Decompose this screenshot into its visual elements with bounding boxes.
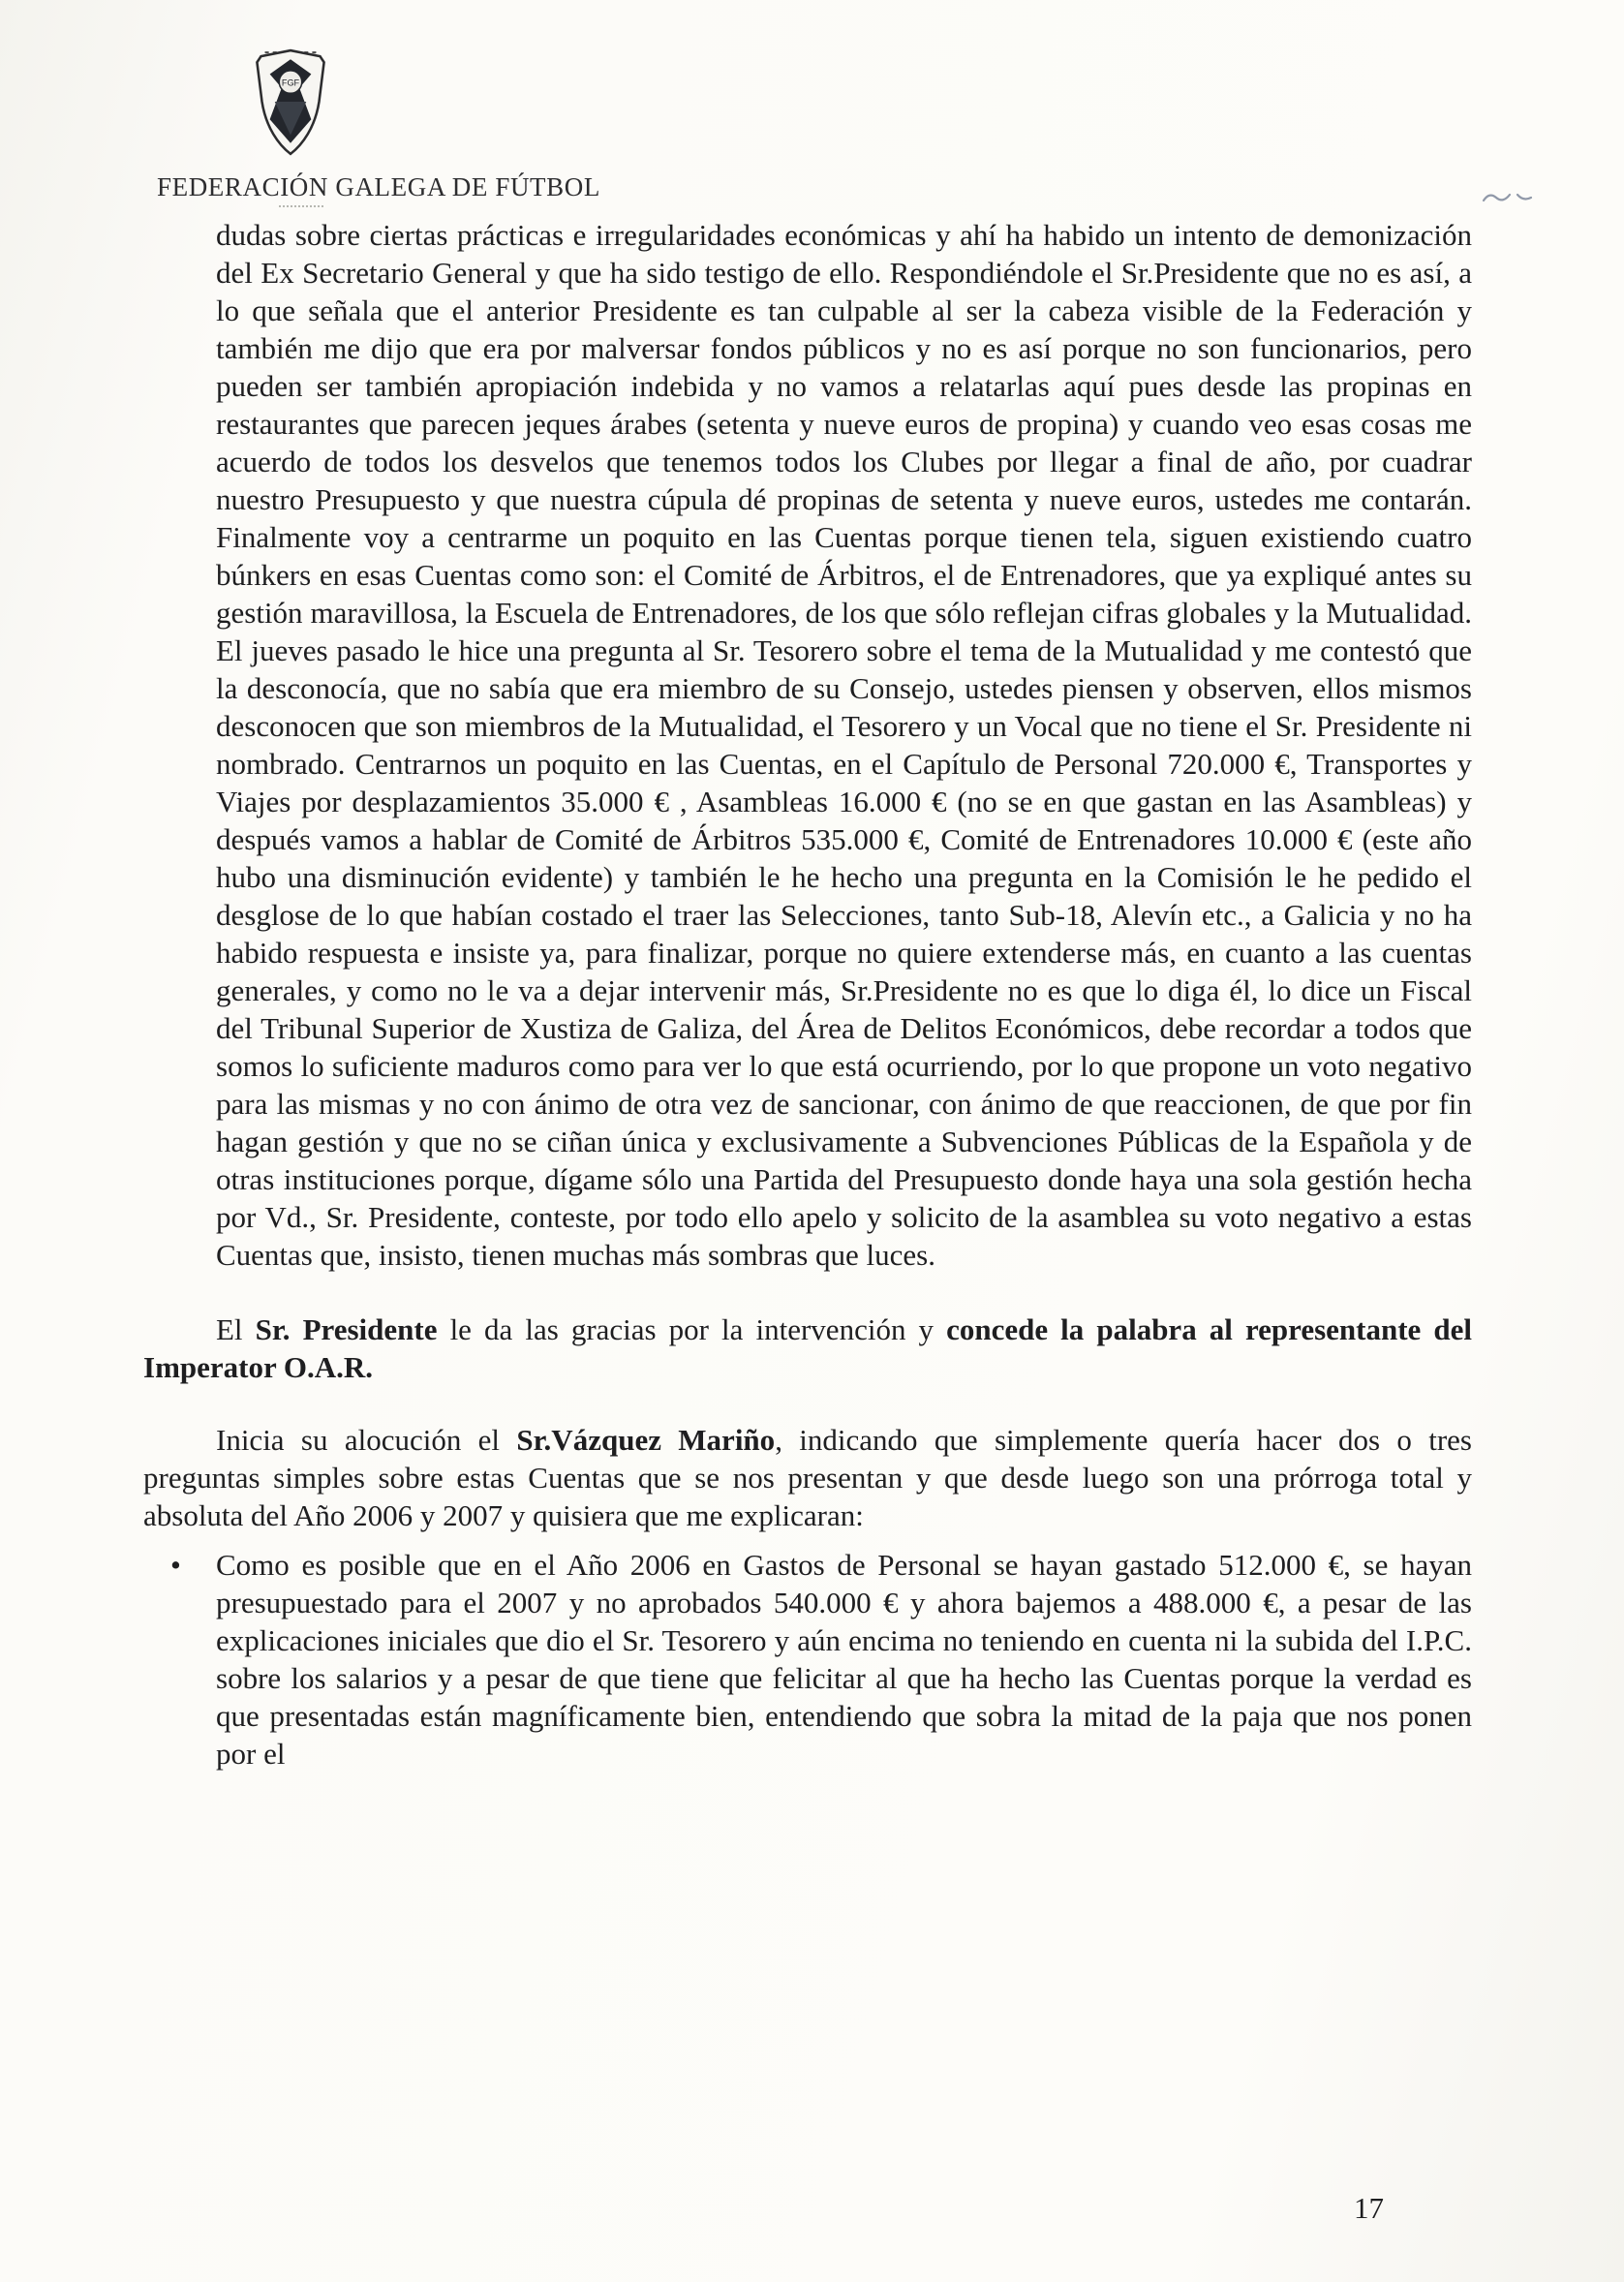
org-name: FEDERACIÓN GALEGA DE FÚTBOL [157, 172, 600, 201]
shield-icon [240, 46, 341, 161]
text-segment: le da las gracias por la intervención y [437, 1312, 947, 1346]
vazquez-intro-paragraph [143, 1421, 1472, 1534]
speaker-name: Sr. Presidente [255, 1312, 438, 1346]
list-item [143, 1546, 1472, 1773]
bullet-icon: • [170, 1548, 181, 1582]
page-number: 17 [1354, 2191, 1384, 2225]
president-response-paragraph [143, 1311, 1472, 1386]
handwritten-pen-mark [1479, 186, 1541, 211]
bullet-text: Como es posible que en el Año 2006 en Gastos de Personal se hayan gastado 512.000 €, se hayan presupuestado para el 2007 y no aprobados 540.000 € y ahora bajemos a 488.000 €, a pesar de las explicaciones iniciales que dio el Sr. Tesorero y aún encima no teniendo en cuenta ni la subida del I.P.C. sobre los salarios y a pesar de que tiene que felicitar al que ha hecho las Cuentas porque la verdad es que presentadas están magníficamente bien, entendiendo que sobra la mitad de la paja que nos ponen por el [216, 1548, 1472, 1771]
question-list [143, 1546, 1472, 1773]
document-body [143, 216, 1472, 1773]
page-footer [1354, 2191, 1384, 2226]
scan-artifact [279, 205, 323, 207]
intervention-paragraph: dudas sobre ciertas prácticas e irregularidades económicas y ahí ha habido un intento de demonización del Ex Secretario General y que ha sido testigo de ello. Respondiéndole el Sr.Presidente que no es así, a lo que señala que el anterior Presidente es tan culpable al ser la cabeza visible de la Federación y también me dijo que era por malversar fondos públicos y no es así porque no son funcionarios, pero pueden ser también apropiación indebida y no vamos a relatarlas aquí pues desde las propinas en restaurantes que parecen jeques árabes (setenta y nueve euros de propina) y cuando veo esas cosas me acuerdo de todos los desvelos que tenemos todos los Clubes por llegar a final de año, por cuadrar nuestro Presupuesto y que nuestra cúpula dé propinas de setenta y nueve euros, ustedes me contarán. Finalmente voy a centrarme un poquito en las Cuentas porque tienen tela, siguen existiendo cuatro búnkers en esas Cuentas como son: el Comité de Árbitros, el de Entrenadores, que ya expliqué antes su gestión maravillosa, la Escuela de Entrenadores, de los que sólo reflejan cifras globales y la Mutualidad. El jueves pasado le hice una pregunta al Sr. Tesorero sobre el tema de la Mutualidad y me contestó que la desconocía, que no sabía que era miembro de su Consejo, ustedes piensen y observen, ellos mismos desconocen que son miembros de la Mutualidad, el Tesorero y un Vocal que no tiene el Sr. Presidente ni nombrado. Centrarnos un poquito en las Cuentas, en el Capítulo de Personal 720.000 €, Transportes y Viajes por desplazamientos 35.000 € , Asambleas 16.000 € (no se en que gastan en las Asambleas) y después vamos a hablar de Comité de Árbitros 535.000 €, Comité de Entrenadores 10.000 € (este año hubo una disminución evidente) y también le he hecho una pregunta en la Comisión le he pedido el desglose de lo que habían costado el traer las Selecciones, tanto Sub-18, Alevín etc., a Galicia y no ha habido respuesta e insiste ya, para finalizar, porque no quiere extenderse más, en cuanto a las cuentas generales, y como no le va a dejar intervenir más, Sr.Presidente no es que lo diga él, lo dice un Fiscal del Tribunal Superior de Xustiza de Galiza, del Área de Delitos Económicos, debe recordar a todos que somos lo suficiente maduros como para ver lo que está ocurriendo, por lo que propone un voto negativo para las mismas y no con ánimo de otra vez de sancionar, con ánimo de que reaccionen, de que por fin hagan gestión y que no se ciñan única y exclusivamente a Subvenciones Públicas de la Española y de otras instituciones porque, dígame sólo una Partida del Presupuesto donde haya una sola gestión hecha por Vd., Sr. Presidente, conteste, por todo ello apelo y solicito de la asamblea su voto negativo a estas Cuentas que, insisto, tienen muchas más sombras que luces. [216, 218, 1472, 1272]
crest-monogram: FGF [281, 77, 300, 88]
text-segment: El [216, 1312, 256, 1346]
speaker-name: Sr.Vázquez Mariño [516, 1423, 776, 1457]
federation-crest-logo [240, 46, 341, 161]
text-segment: Inicia su alocución el [216, 1423, 517, 1457]
text-segment: , indicando que simplemente quería hacer dos o tres preguntas simples sobre estas Cuentas que se nos presentan y que desde luego son una prórroga total y absoluta del Año 2006 y 2007 y quisiera que me explicaran: [143, 1423, 1472, 1532]
document-header [143, 0, 1624, 202]
emphasized-segment: concede la palabra al representante del Imperator O.A.R. [143, 1312, 1472, 1384]
